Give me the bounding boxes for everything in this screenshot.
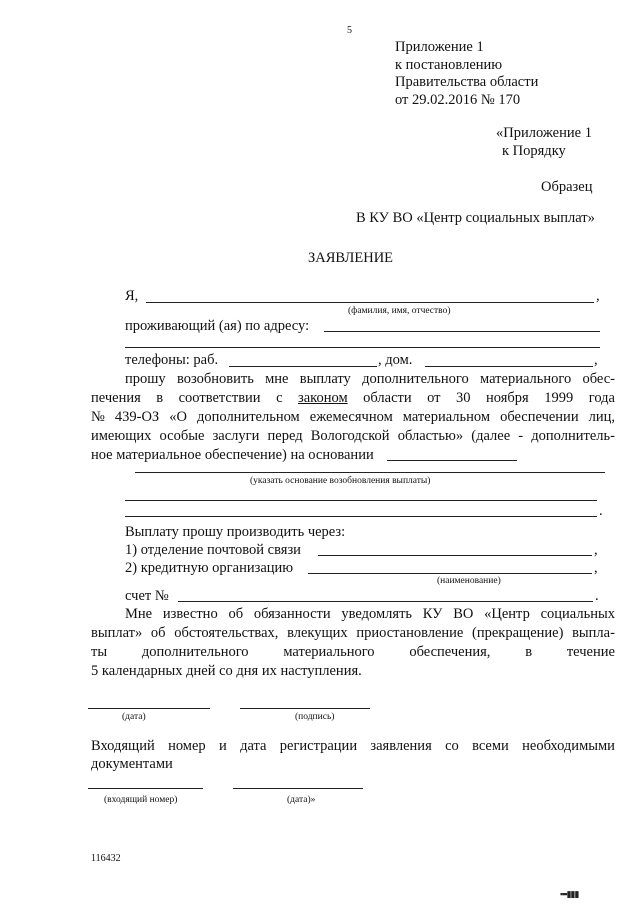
word: приостановление bbox=[356, 625, 464, 641]
word: необходимыми bbox=[522, 738, 615, 754]
registration-date-caption: (дата)» bbox=[287, 795, 316, 805]
word: КУ bbox=[422, 606, 443, 622]
word: известно bbox=[162, 606, 218, 622]
word: 439-ОЗ bbox=[114, 409, 160, 425]
header-line-3: Правительства области bbox=[395, 74, 539, 90]
word: обстоятельствах, bbox=[174, 625, 279, 641]
phones-label: телефоны: раб. bbox=[125, 352, 219, 368]
word: в bbox=[525, 644, 533, 660]
word: печения bbox=[91, 390, 141, 406]
word: имеющих bbox=[91, 428, 152, 444]
addressee: В КУ ВО «Центр социальных выплат» bbox=[356, 210, 595, 226]
word: области bbox=[363, 390, 412, 406]
basis-caption: (указать основание возобновления выплаты) bbox=[250, 476, 431, 486]
registration-date-field[interactable] bbox=[233, 788, 363, 789]
account-label: счет № bbox=[125, 588, 169, 604]
word: Вологодской bbox=[310, 428, 390, 444]
word: «Центр bbox=[484, 606, 530, 622]
incoming-number-field[interactable] bbox=[88, 788, 203, 789]
word: Мне bbox=[125, 606, 153, 622]
word: 30 bbox=[456, 390, 471, 406]
word: в bbox=[156, 390, 164, 406]
address-field-1[interactable] bbox=[324, 331, 600, 332]
word: обеспечения, bbox=[409, 644, 491, 660]
word: заслуги bbox=[212, 428, 260, 444]
word: областью» bbox=[397, 428, 464, 444]
law-link[interactable]: законом bbox=[298, 390, 348, 406]
word: мне bbox=[265, 371, 289, 387]
date-field[interactable] bbox=[88, 708, 210, 709]
word: дата bbox=[240, 738, 267, 754]
request-line-1 bbox=[125, 370, 615, 388]
word: от bbox=[427, 390, 441, 406]
registration-line-1 bbox=[91, 737, 615, 755]
home-phone-field[interactable] bbox=[425, 366, 593, 367]
word: особые bbox=[159, 428, 205, 444]
word: соответствии bbox=[178, 390, 261, 406]
word: обес- bbox=[582, 371, 615, 387]
word: выпла- bbox=[572, 625, 615, 641]
address-field-2[interactable] bbox=[125, 347, 600, 348]
word: обязанности bbox=[253, 606, 331, 622]
word: возобновить bbox=[176, 371, 254, 387]
word: дополнительном bbox=[197, 409, 300, 425]
word: года bbox=[588, 390, 615, 406]
request-line-2 bbox=[91, 389, 615, 407]
payment-intro: Выплату прошу производить через: bbox=[125, 524, 346, 540]
name-caption: (фамилия, имя, отчество) bbox=[348, 306, 451, 316]
address-label: проживающий (ая) по адресу: bbox=[125, 318, 310, 334]
notice-line-4: 5 календарных дней со дня их наступления. bbox=[91, 663, 362, 679]
request-line-4 bbox=[91, 427, 615, 445]
word: номер bbox=[168, 738, 206, 754]
word: социальных bbox=[540, 606, 615, 622]
word: Входящий bbox=[91, 738, 155, 754]
document-title: ЗАЯВЛЕНИЕ bbox=[308, 250, 394, 266]
phones-comma: , bbox=[594, 352, 598, 368]
word: выплат» bbox=[91, 625, 143, 641]
option-post-office: 1) отделение почтовой связи bbox=[125, 542, 301, 558]
sample-label: Образец bbox=[541, 179, 593, 195]
word: и bbox=[218, 738, 227, 754]
word: ноября bbox=[486, 390, 529, 406]
word: перед bbox=[267, 428, 303, 444]
barcode-mark: ▪▪▪▮▮▮ bbox=[560, 889, 579, 899]
word: об bbox=[228, 606, 244, 622]
word: материального bbox=[480, 371, 572, 387]
i-label: Я, bbox=[125, 288, 139, 304]
word: всеми bbox=[472, 738, 509, 754]
basis-period: . bbox=[599, 503, 603, 519]
word: со bbox=[445, 738, 459, 754]
basis-field-4[interactable] bbox=[125, 516, 597, 517]
word: лиц, bbox=[588, 409, 615, 425]
word: дополнитель- bbox=[531, 428, 615, 444]
word: материального bbox=[283, 644, 375, 660]
notice-line-2 bbox=[91, 624, 615, 642]
request-line-3 bbox=[91, 408, 615, 426]
header-line-4: от 29.02.2016 № 170 bbox=[395, 92, 521, 108]
name-field[interactable] bbox=[146, 302, 594, 303]
word: материальном bbox=[402, 409, 491, 425]
notice-line-1 bbox=[125, 605, 615, 623]
word: с bbox=[276, 390, 283, 406]
word: уведомлять bbox=[341, 606, 413, 622]
option1-comma: , bbox=[594, 542, 598, 558]
word: течение bbox=[566, 644, 615, 660]
option2-comma: , bbox=[594, 560, 598, 576]
word: заявления bbox=[370, 738, 432, 754]
option-credit-org: 2) кредитную организацию bbox=[125, 560, 294, 576]
word: ВО bbox=[453, 606, 474, 622]
word: (далее bbox=[471, 428, 511, 444]
basis-field-1[interactable] bbox=[387, 460, 517, 461]
word: - bbox=[518, 428, 524, 444]
signature-caption: (подпись) bbox=[295, 712, 335, 722]
name-comma: , bbox=[596, 288, 600, 304]
credit-org-field[interactable] bbox=[308, 573, 592, 574]
signature-field[interactable] bbox=[240, 708, 370, 709]
word: об bbox=[150, 625, 166, 641]
word: обеспечении bbox=[500, 409, 579, 425]
header-line-2: к постановлению bbox=[395, 57, 503, 73]
word: (прекращение) bbox=[472, 625, 564, 641]
account-field[interactable] bbox=[178, 601, 593, 602]
word: 1999 bbox=[544, 390, 574, 406]
work-phone-field[interactable] bbox=[229, 366, 377, 367]
appendix-line-1: «Приложение 1 bbox=[496, 125, 592, 141]
word: дополнительного bbox=[141, 644, 249, 660]
word: ты bbox=[91, 644, 108, 660]
word: «О bbox=[169, 409, 187, 425]
home-phone-label: , дом. bbox=[378, 352, 413, 368]
appendix-line-2: к Порядку bbox=[502, 143, 566, 159]
word: дополнительного bbox=[362, 371, 469, 387]
account-period: . bbox=[595, 588, 599, 604]
word: регистрации bbox=[279, 738, 358, 754]
page-number: 5 bbox=[347, 25, 352, 36]
word: выплату bbox=[299, 371, 351, 387]
word: № bbox=[91, 409, 105, 425]
date-caption: (дата) bbox=[122, 712, 146, 722]
footer-code: 116432 bbox=[91, 853, 121, 864]
notice-line-3 bbox=[91, 643, 615, 661]
registration-line-2: документами bbox=[91, 756, 173, 772]
header-line-1: Приложение 1 bbox=[395, 39, 484, 55]
basis-field-2[interactable] bbox=[135, 472, 605, 473]
incoming-number-caption: (входящий номер) bbox=[104, 795, 178, 805]
basis-field-3[interactable] bbox=[125, 500, 597, 501]
org-caption: (наименование) bbox=[437, 576, 501, 586]
word: влекущих bbox=[287, 625, 348, 641]
word: ежемесячном bbox=[309, 409, 393, 425]
request-line-5: ное материальное обеспечение) на основании bbox=[91, 447, 374, 463]
post-office-field[interactable] bbox=[318, 555, 592, 556]
word: прошу bbox=[125, 371, 166, 387]
